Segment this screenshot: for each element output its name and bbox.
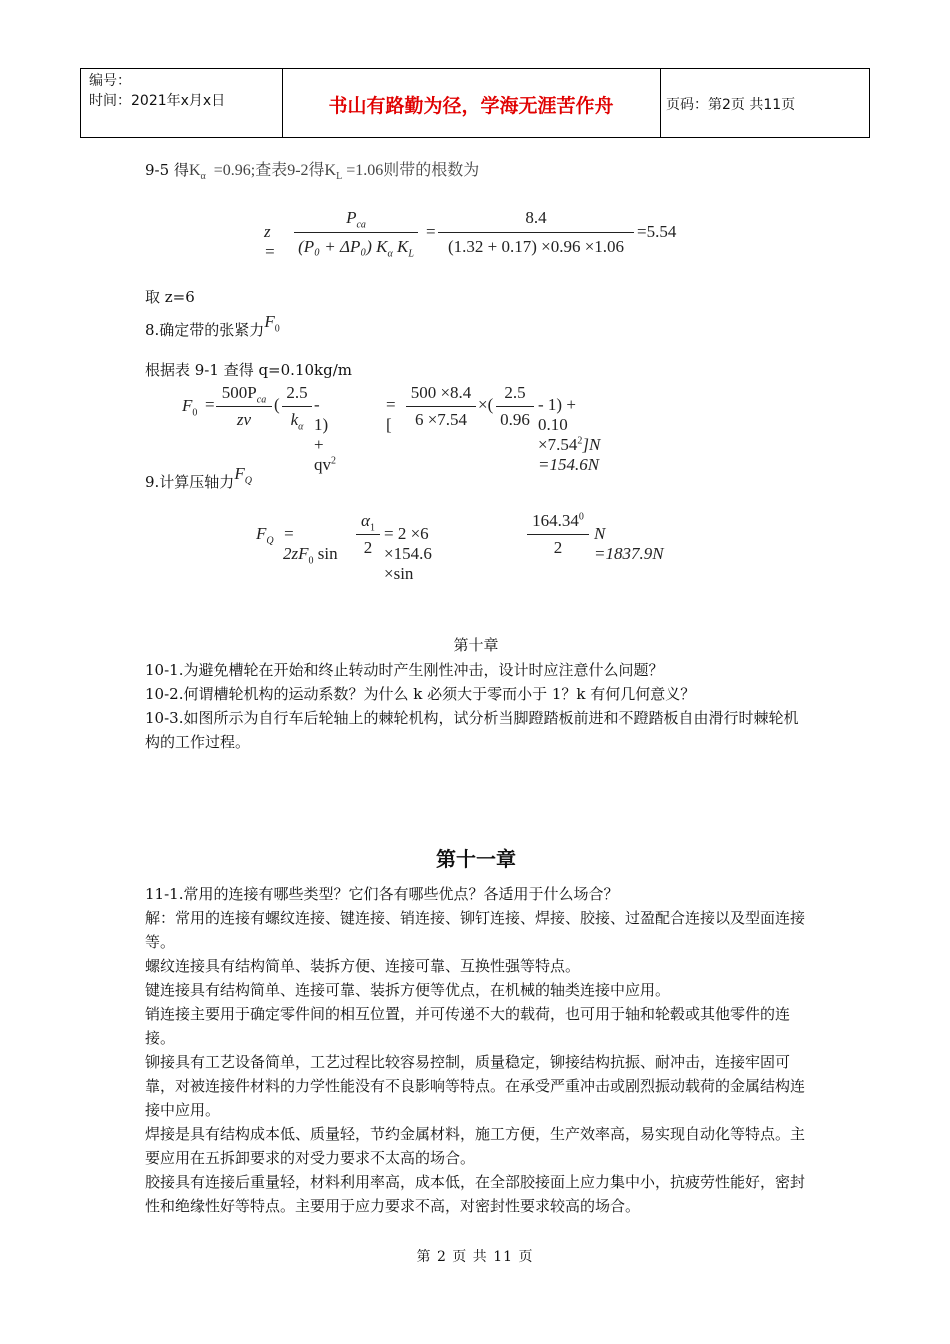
answer-paragraph: 销连接主要用于确定零件间的相互位置，并可传递不大的载荷，也可用于轴和轮毂或其他零件的连接。 bbox=[145, 1005, 791, 1047]
take-z: 取 z=6 bbox=[145, 288, 195, 306]
k-alpha-symbol: K bbox=[188, 162, 201, 179]
eq-z-num1: P bbox=[346, 208, 357, 227]
answer-paragraph: 螺纹连接具有结构简单、装拆方便、连接可靠、互换性强等特点。 bbox=[145, 957, 581, 975]
eq-fq-num-b-sup: 0 bbox=[578, 511, 584, 523]
eq-f0-den-c: 6 ×7.54 bbox=[414, 410, 468, 429]
chapter-10-questions bbox=[145, 658, 807, 754]
fraction-bar bbox=[294, 232, 418, 233]
eq-fq-result: N =1837.9N bbox=[594, 524, 664, 563]
header-table bbox=[80, 68, 870, 138]
answer-paragraph: 解：常用的连接有螺纹连接、键连接、销连接、铆钉连接、焊接、胶接、过盈配合连接以及型面连接等。 bbox=[145, 909, 806, 951]
answer-paragraph: 胶接具有连接后重量轻，材料利用率高，成本低，在全部胶接面上应力集中小，抗疲劳性能好，密封性和绝缘性好等特点。主要用于应力要求不高，对密封性要求较高的场合。 bbox=[145, 1173, 806, 1215]
eq-fq-num-b: 164.34 bbox=[532, 511, 579, 530]
date-label: 时间：2021年x月x日 bbox=[89, 93, 226, 109]
eq-f0-tail-a-sup: 2 bbox=[331, 455, 336, 467]
eq-z-num1-sub: ca bbox=[356, 219, 366, 231]
header-divider bbox=[660, 69, 661, 137]
eq-f0-paren: ( bbox=[274, 395, 280, 414]
question-11-1: 11-1.常用的连接有哪些类型？它们各有哪些优点？各适用于什么场合？ bbox=[145, 885, 619, 903]
chapter-11-title: 第十一章 bbox=[436, 847, 516, 871]
eq-f0-tail-c: ]N =154.6N bbox=[538, 435, 601, 474]
eq-fq-sin-1: sin bbox=[317, 544, 338, 563]
step-9-symbol: F bbox=[234, 464, 245, 483]
question-10-3: 10-3.如图所示为自行车后轮轴上的棘轮机构，试分析当脚蹬踏板前进和不蹬踏板自由滑行时棘轮机构的工作过程。 bbox=[145, 709, 799, 751]
eq-f0-den-b-sub: α bbox=[298, 421, 304, 433]
eq-fq-part1: = 2zF bbox=[283, 524, 309, 563]
header-meta bbox=[89, 71, 225, 111]
k-alpha-sub: α bbox=[200, 171, 206, 183]
eq-fq-num-a: α bbox=[361, 511, 370, 530]
intro-line bbox=[145, 160, 479, 187]
fraction-bar bbox=[438, 232, 634, 233]
step-8-symbol-sub: 0 bbox=[274, 323, 280, 335]
eq-f0-num-c: 500 ×8.4 bbox=[410, 383, 472, 402]
eq-fq-den-a: 2 bbox=[363, 538, 373, 557]
eq-z-den1-k2: K bbox=[392, 237, 409, 256]
fraction-bar bbox=[527, 534, 589, 535]
page-footer: 第 2 页 共 11 页 bbox=[416, 1249, 534, 1265]
eq-f0-den-b: k bbox=[290, 410, 299, 429]
eq-f0-num-a-sub: ca bbox=[256, 394, 267, 406]
fraction-bar bbox=[406, 406, 476, 407]
fraction-bar bbox=[216, 406, 272, 407]
answer-paragraph: 焊接是具有结构成本低、质量轻，节约金属材料，施工方便，生产效率高，易实现自动化等特点。主要应用在五拆卸要求的对受力要求不太高的场合。 bbox=[145, 1125, 806, 1167]
number-label: 编号： bbox=[89, 73, 131, 89]
eq-f0-num-a: 500P bbox=[221, 383, 257, 402]
intro-prefix: 9-5 得 bbox=[145, 161, 189, 179]
eq-f0-den-a: zv bbox=[236, 410, 252, 429]
eq-fq-part2: = 2 ×6 ×154.6 ×sin bbox=[384, 524, 432, 583]
eq-f0-mid: ×( bbox=[478, 395, 494, 414]
eq-z-den1-sub1: α bbox=[387, 248, 393, 260]
header-motto: 书山有路勤为径，学海无涯苦作舟 bbox=[328, 95, 614, 117]
eq-f0-num-d: 2.5 bbox=[504, 383, 526, 402]
step-9 bbox=[145, 464, 252, 499]
question-10-1: 10-1.为避免槽轮在开始和终止转动时产生刚性冲击，设计时应注意什么问题？ bbox=[145, 661, 664, 679]
step-9-symbol-sub: Q bbox=[244, 475, 252, 487]
fraction-bar bbox=[282, 406, 312, 407]
eq-z-lhs: z = bbox=[264, 222, 276, 261]
intro-text-1: =0.96;查表9-2得K bbox=[213, 162, 337, 179]
eq-f0-num-b: 2.5 bbox=[286, 383, 308, 402]
step-8-symbol: F bbox=[264, 312, 275, 331]
header-divider bbox=[80, 69, 81, 137]
eq-fq-part1-sub: 0 bbox=[308, 555, 314, 567]
step-8 bbox=[145, 312, 280, 347]
chapter-10-title: 第十章 bbox=[453, 636, 499, 654]
lookup-line: 根据表 9-1 查得 q=0.10kg/m bbox=[145, 361, 352, 379]
eq-z-den2: (1.32 + 0.17) ×0.96 ×1.06 bbox=[447, 237, 625, 256]
step-8-text: 8.确定带的张紧力 bbox=[145, 321, 265, 339]
fraction-bar bbox=[356, 534, 380, 535]
header-page-label: 页码：第2页 共11页 bbox=[666, 97, 796, 113]
eq-f0-equals-2: =[ bbox=[386, 395, 396, 434]
chapter-11-content bbox=[145, 882, 807, 1218]
eq-z-equals: = bbox=[426, 222, 436, 241]
answer-paragraph: 铆接具有工艺设备简单，工艺过程比较容易控制，质量稳定，铆接结构抗振、耐冲击，连接牢固可靠，对被连接件材料的力学性能没有不良影响等特点。在承受严重冲击或剧烈振动载荷的金属结构连接中应用。 bbox=[145, 1053, 806, 1119]
kl-sub: L bbox=[336, 171, 343, 183]
eq-f0-lhs: F bbox=[182, 396, 193, 415]
question-10-2: 10-2.何谓槽轮机构的运动系数？为什么 k 必须大于零而小于 1？k 有何几何意义？ bbox=[145, 685, 696, 703]
eq-z-num2: 8.4 bbox=[525, 208, 547, 227]
eq-f0-tail-a: - 1) + qv bbox=[314, 395, 331, 474]
fraction-bar bbox=[496, 406, 534, 407]
answer-paragraph: 键连接具有结构简单、连接可靠、装拆方便等优点，在机械的轴类连接中应用。 bbox=[145, 981, 671, 999]
eq-f0-equals-1: = bbox=[205, 395, 215, 414]
step-9-text: 9.计算压轴力 bbox=[145, 473, 235, 491]
eq-z-den1: (P₀ + ΔP₀) K bbox=[298, 237, 388, 256]
eq-f0-den-d: 0.96 bbox=[500, 410, 530, 429]
eq-f0-tail-b-sup: 2 bbox=[577, 435, 583, 447]
eq-fq-num-a-sub: 1 bbox=[369, 522, 375, 534]
eq-z-result: =5.54 bbox=[637, 222, 677, 241]
eq-fq-den-b: 2 bbox=[553, 538, 563, 557]
eq-fq-lhs: F bbox=[256, 524, 267, 543]
intro-text-2: =1.06则带的根数为 bbox=[346, 162, 480, 179]
header-divider bbox=[869, 69, 870, 137]
eq-z-den1-sub2: L bbox=[408, 248, 414, 260]
eq-f0-lhs-sub: 0 bbox=[192, 407, 198, 419]
eq-fq-lhs-sub: Q bbox=[266, 535, 274, 547]
eq-f0-tail-b: - 1) + 0.10 ×7.54 bbox=[538, 395, 578, 454]
